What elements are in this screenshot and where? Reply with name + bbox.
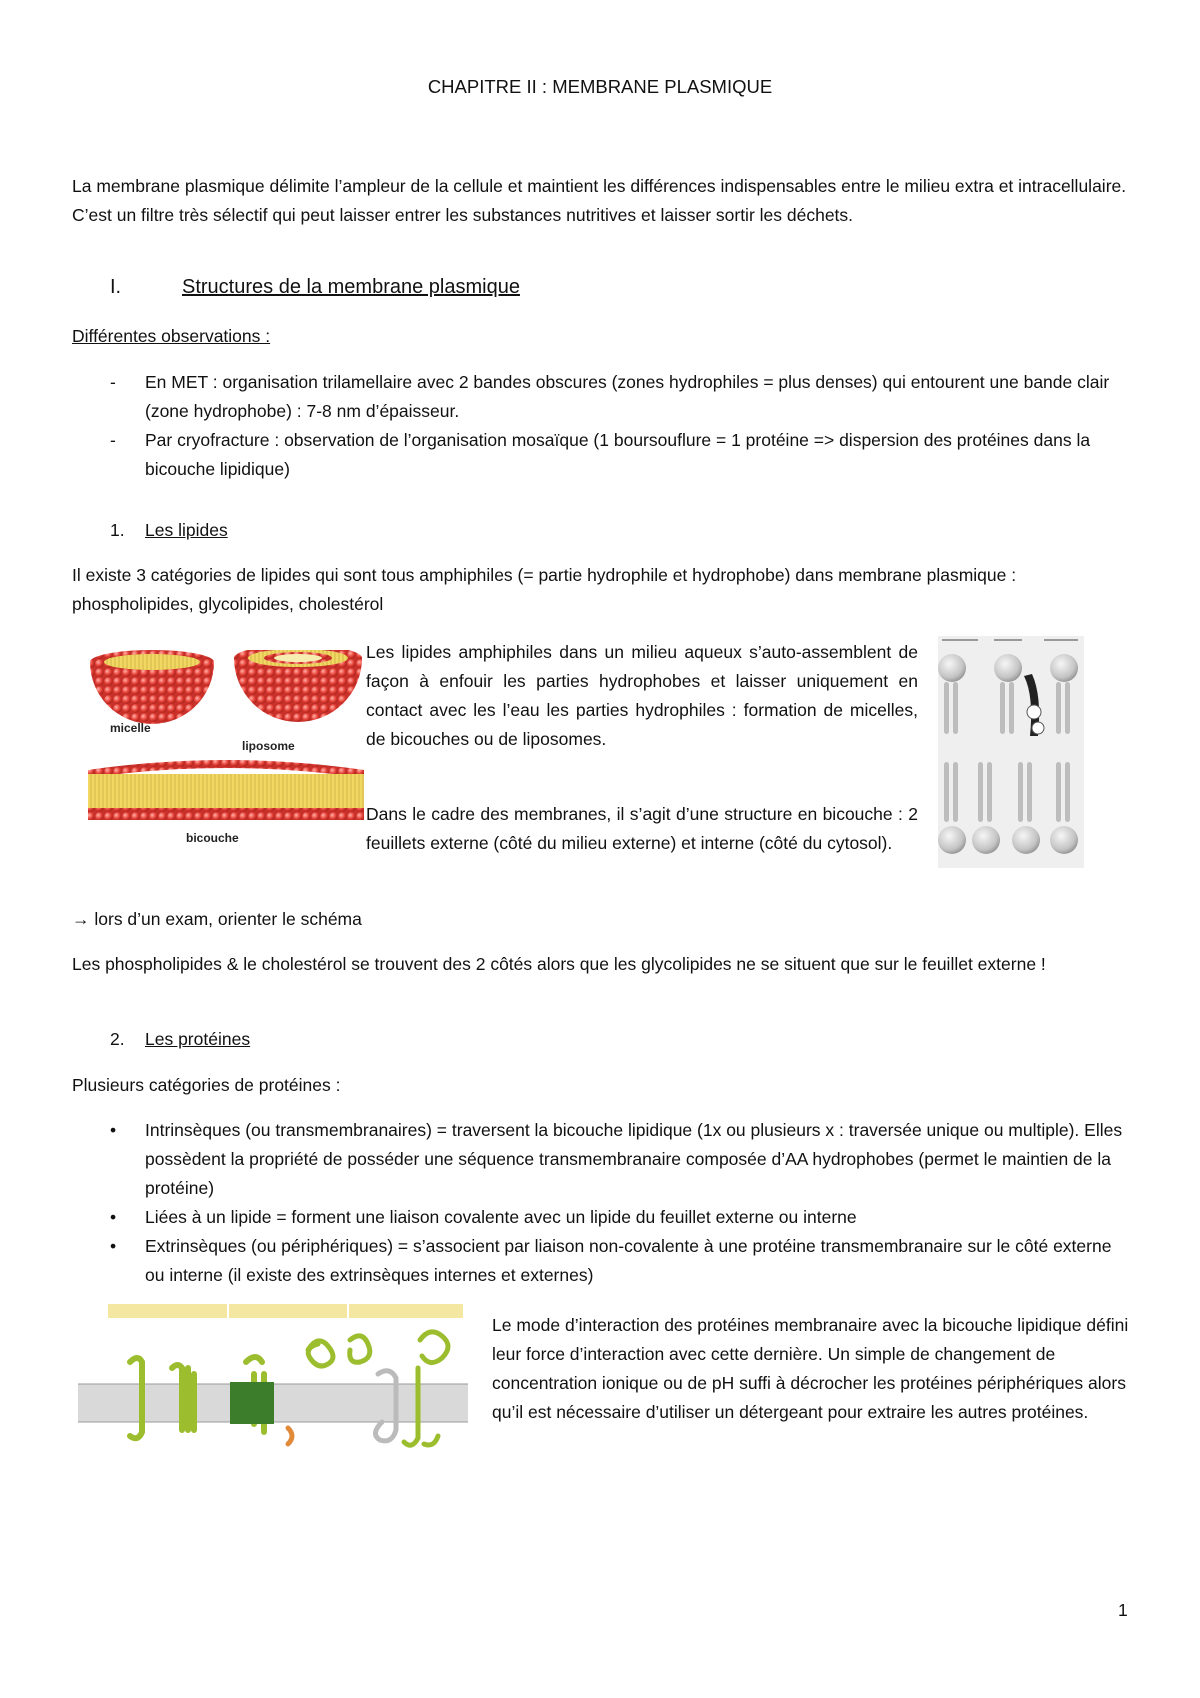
lipids-paragraph-1: Les lipides amphiphiles dans un milieu aqueux s’auto-assemblent de façon à enfouir les parties hydrophobes et laisser uniquement en contact avec les l’eau les parties hydrophiles : formation de micelles, de bicouches ou de liposomes. xyxy=(366,642,918,749)
liposome-illustration xyxy=(234,650,362,722)
lipids-intro: Il existe 3 catégories de lipides qui sont tous amphiphiles (= partie hydrophile et hydrophobe) dans membrane plasmique : phospholipides, glycolipides, cholestérol xyxy=(72,565,1017,614)
observation-dash: - xyxy=(110,372,116,392)
subsection-2-heading: Les protéines xyxy=(145,1029,251,1049)
proteins-paragraph: Le mode d’interaction des protéines membranaire avec la bicouche lipidique défini leur force d’interaction avec cette dernière. Un simple de changement de concentration ionique ou de pH suffi à décrocher les protéines périphériques alors qu’il est nécessaire d’utiliser un détergeant pour extraire les autres protéines. xyxy=(492,1315,1129,1422)
channel-protein xyxy=(230,1382,274,1424)
right-arrow-icon: → xyxy=(72,909,90,929)
bicouche-label: bicouche xyxy=(186,831,239,845)
page-number: 1 xyxy=(1118,1600,1128,1620)
subsection-1-number: 1. xyxy=(110,520,125,540)
subsection-1-heading: Les lipides xyxy=(145,520,228,540)
protein-category-item: Liées à un lipide = forment une liaison covalente avec un lipide du feuillet externe ou interne xyxy=(145,1207,857,1227)
lipids-paragraph-2: Dans le cadre des membranes, il s’agit d’une structure en bicouche : 2 feuillets externe (côté du milieu externe) et interne (côté du cytosol). xyxy=(366,804,918,853)
lipid-structures-figure xyxy=(86,650,366,850)
micelle-label: micelle xyxy=(110,721,151,735)
observation-item: En MET : organisation trilamellaire avec 2 bandes obscures (zones hydrophiles = plus denses) qui entourent une bande clair (zone hydrophobe) : 7-8 nm d’épaisseur. xyxy=(145,372,1110,421)
observation-dash: - xyxy=(110,430,116,450)
bullet-icon: • xyxy=(110,1207,117,1227)
protein-category-item: Intrinsèques (ou transmembranaires) = traversent la bicouche lipidique (1x ou plusieurs x : traversée unique ou multiple). Elles possèdent la propriété de posséder une séquence transmembranaire composée d’AA hydrophobes (permet le maintien de la protéine) xyxy=(145,1120,1123,1198)
membrane-schematic-figure xyxy=(938,636,1084,868)
proteins-intro: Plusieurs catégories de protéines : xyxy=(72,1075,341,1095)
section-1-heading: Structures de la membrane plasmique xyxy=(182,276,520,298)
protein-category-item: Extrinsèques (ou périphériques) = s’associent par liaison non-covalente à une protéine transmembranaire sur le côté externe ou interne (il existe des extrinsèques internes et externes) xyxy=(145,1236,1112,1285)
page-title: CHAPITRE II : MEMBRANE PLASMIQUE xyxy=(427,76,773,97)
arrow-note-line xyxy=(72,905,362,934)
section-1-number: I. xyxy=(110,276,122,298)
lipids-note: Les phospholipides & le cholestérol se trouvent des 2 côtés alors que les glycolipides ne se situent que sur le feuillet externe ! xyxy=(72,954,1046,974)
subsection-2-number: 2. xyxy=(110,1029,125,1049)
arrow-note: lors d’un exam, orienter le schéma xyxy=(94,909,362,929)
bilayer-illustration xyxy=(88,760,364,820)
micelle-illustration xyxy=(90,650,214,724)
liposome-label: liposome xyxy=(242,739,295,753)
bullet-icon: • xyxy=(110,1236,117,1256)
membrane-proteins-figure xyxy=(78,1304,468,1464)
observations-label: Différentes observations : xyxy=(72,326,271,346)
bullet-icon: • xyxy=(110,1120,117,1140)
intro-paragraph: La membrane plasmique délimite l’ampleur de la cellule et maintient les différences indispensables entre le milieu extra et intracellulaire. C’est un filtre très sélectif qui peut laisser entrer les substances nutritives et laisser sortir les déchets. xyxy=(72,176,1127,225)
observation-item: Par cryofracture : observation de l’organisation mosaïque (1 boursouflure = 1 protéine => dispersion des protéines dans la bicouche lipidique) xyxy=(145,430,1091,479)
